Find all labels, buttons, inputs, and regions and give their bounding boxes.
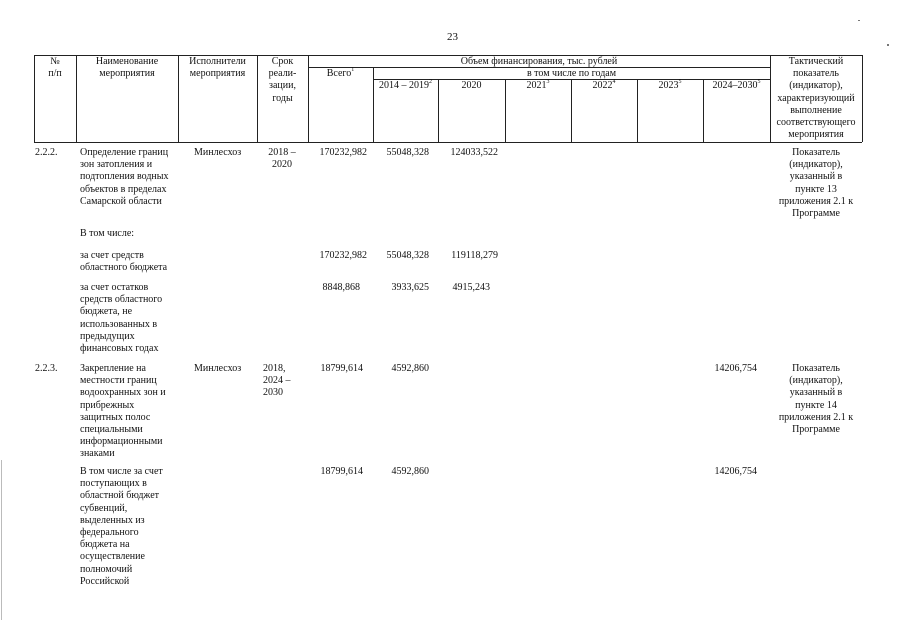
header-year-2024-2030: 2024–2030$^5$ <box>712 79 761 91</box>
header-year-2022: 2022$^4$ <box>592 79 616 91</box>
header-num: № п/п <box>48 56 62 80</box>
row-2014-2019: 55048,328 <box>386 147 429 158</box>
row-total: 18799,614 <box>320 363 363 374</box>
row-2014-2019: 3933,625 <box>391 282 429 293</box>
row-total: 170232,982 <box>319 250 367 261</box>
header-year-2023: 2023$^5$ <box>658 79 682 91</box>
header-year-2014-2019: 2014 – 2019$^2$ <box>379 79 432 91</box>
row-number: 2.2.2. <box>35 147 58 158</box>
header-funding: Объем финансирования, тыс. рублей <box>460 56 618 67</box>
row-name: Закрепление на местности границ водоохранных зон и прибрежных защитных полос специальными информационными знаками <box>80 363 166 460</box>
header-term: Срок реали- зации, годы <box>268 56 297 104</box>
row-name: Определение границ зон затопления и подтопления водных объектов в пределах Самарской области <box>80 147 169 207</box>
row-2014-2019: 4592,860 <box>391 466 429 477</box>
row-name: за счет средств областного бюджета <box>80 250 168 274</box>
header-total: Всего$^1$ <box>326 67 355 79</box>
row-total: 18799,614 <box>320 466 363 477</box>
row-executor: Минлесхоз <box>194 363 242 374</box>
header-by-years: в том числе по годам <box>526 68 617 79</box>
scan-edge <box>1 460 2 620</box>
row-2024-2030: 14206,754 <box>714 363 757 374</box>
header-year-2020: 2020 <box>461 80 482 91</box>
row-name: В том числе за счет поступающих в областной бюджет субвенций, выделенных из федерального бюджета на осуществление полномочий Российской <box>80 466 163 587</box>
row-2024-2030: 14206,754 <box>714 466 757 477</box>
subheading: В том числе: <box>80 228 135 239</box>
scan-speck <box>858 20 860 21</box>
row-term: 2018 – 2020 <box>268 147 296 171</box>
row-number: 2.2.3. <box>35 363 58 374</box>
row-2020: 4915,243 <box>452 282 490 293</box>
row-total: 8848,868 <box>322 282 360 293</box>
row-indicator: Показатель (индикатор), указанный в пункте 14 приложения 2.1 к Программе <box>778 363 854 436</box>
scan-speck <box>887 44 889 46</box>
row-2014-2019: 4592,860 <box>391 363 429 374</box>
header-executors: Исполнители мероприятия <box>189 56 246 80</box>
page-number: 23 <box>447 31 458 43</box>
header-year-2021: 2021$^3$ <box>526 79 550 91</box>
row-executor: Минлесхоз <box>194 147 242 158</box>
header-name: Наименование мероприятия <box>95 56 159 80</box>
header-indicator: Тактический показатель (индикатор), характеризующий выполнение соответствующего мероприятия <box>776 56 856 141</box>
row-2020: 119118,279 <box>451 250 498 261</box>
row-term: 2018, 2024 – 2030 <box>263 363 291 399</box>
row-name: за счет остатков средств областного бюджета, не использованных в предыдущих финансовых годах <box>80 282 163 355</box>
row-2014-2019: 55048,328 <box>386 250 429 261</box>
row-total: 170232,982 <box>319 147 367 158</box>
row-2020: 124033,522 <box>450 147 498 158</box>
row-indicator: Показатель (индикатор), указанный в пункте 13 приложения 2.1 к Программе <box>778 147 854 220</box>
